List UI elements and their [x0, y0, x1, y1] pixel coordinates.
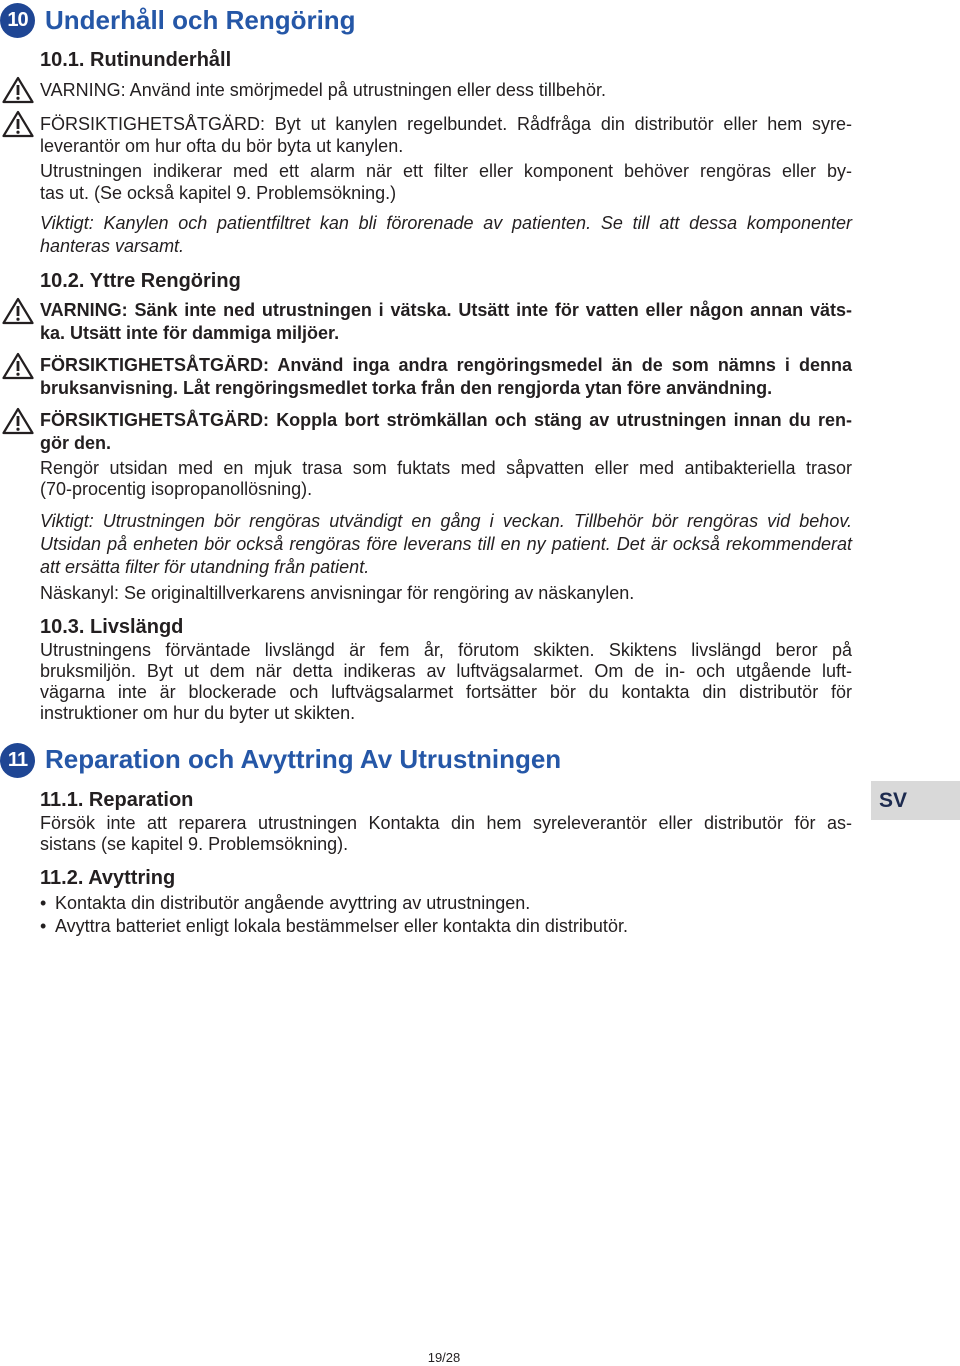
chapter-title: Reparation och Avyttring Av Utrustningen — [45, 744, 562, 774]
section-heading: 10.2. Yttre Rengöring — [40, 270, 241, 292]
caution-notice — [40, 113, 852, 157]
bullet-icon: • — [40, 916, 47, 936]
section-heading: 11.1. Reparation — [40, 789, 194, 811]
repair-paragraph — [40, 813, 852, 855]
warning-notice — [40, 79, 852, 101]
list-item — [40, 892, 852, 915]
text-line: Viktigt: Kanylen och patientfiltret kan bli förorenade av patienten. Se till att dessa komponenter — [40, 213, 852, 233]
chapter-title: Underhåll och Rengöring — [45, 5, 356, 35]
text-line: tas ut. (Se också kapitel 9. Problemsökning.) — [40, 183, 397, 203]
page-number: 19/28 — [427, 1350, 461, 1365]
text-line: (70-procentig isopropanollösning). — [40, 479, 313, 499]
text-line: Rengör utsidan med en mjuk trasa som fuktats med såpvatten eller med antibakteriella trasor — [40, 458, 852, 478]
text-line: Utrustningens förväntade livslängd är fem år, förutom skikten. Skiktens livslängd beror på — [40, 640, 852, 660]
text-line: bruksanvisning. Låt rengöringsmedlet torka från den rengjorda ytan före användning. — [40, 378, 773, 398]
text-line: VARNING: Använd inte smörjmedel på utrustningen eller dess tillbehör. — [40, 80, 606, 100]
language-tab — [871, 781, 960, 820]
text-line: Försök inte att reparera utrustningen Kontakta din hem syreleverantör eller distributör för as- — [40, 813, 852, 833]
language-code: SV — [879, 789, 908, 812]
text-line: hanteras varsamt. — [40, 236, 185, 256]
text-line: Utsidan på enheten bör också rengöras före leverans till en ny patient. Det är också rekommenderat — [40, 534, 852, 554]
warning-triangle-icon — [2, 352, 34, 380]
text-line: FÖRSIKTIGHETSÅTGÄRD: Använd inga andra rengöringsmedel än de som nämns i denna — [40, 355, 852, 375]
caution-notice — [40, 354, 852, 400]
text-line: gör den. — [40, 433, 111, 453]
caution-notice — [40, 409, 852, 455]
warning-triangle-icon — [2, 110, 34, 138]
warning-notice — [40, 299, 852, 345]
text-line: Näskanyl: Se originaltillverkarens anvisningar för rengöring av näskanylen. — [40, 583, 635, 603]
chapter-number-badge: 11 — [0, 743, 35, 778]
text-line: instruktioner om hur du byter ut skikten. — [40, 703, 356, 723]
chapter-number-badge: 10 — [0, 3, 35, 38]
section-heading: 10.1. Rutinunderhåll — [40, 49, 232, 71]
warning-triangle-icon — [2, 76, 34, 104]
warning-triangle-icon — [2, 407, 34, 435]
list-item — [40, 915, 852, 938]
important-note — [40, 212, 852, 258]
text-line: leverantör om hur ofta du bör byta ut kanylen. — [40, 136, 404, 156]
lifetime-paragraph — [40, 640, 852, 724]
list-item-text: Kontakta din distributör angående avyttring av utrustningen. — [55, 893, 531, 913]
cleaning-instructions — [40, 458, 852, 500]
nasal-cannula-note — [40, 582, 852, 604]
list-item-text: Avyttra batteriet enligt lokala bestämmelser eller kontakta din distributör. — [55, 916, 628, 936]
text-line: Viktigt: Utrustningen bör rengöras utvändigt en gång i veckan. Tillbehör bör rengöras vid behov. — [40, 511, 852, 531]
important-note — [40, 510, 852, 579]
alarm-info-paragraph — [40, 160, 852, 204]
text-line: FÖRSIKTIGHETSÅTGÄRD: Koppla bort strömkällan och stäng av utrustningen innan du ren- — [40, 410, 852, 430]
warning-triangle-icon — [2, 297, 34, 325]
text-line: VARNING: Sänk inte ned utrustningen i vätska. Utsätt inte för vatten eller någon annan väts- — [40, 300, 852, 320]
text-line: bruksmiljön. Byt ut dem när detta indikeras av luftvägsalarmet. Om de in- och utgående luft- — [40, 661, 852, 681]
text-line: vägarna inte är blockerade och luftvägsalarmet fortsätter bör du kontakta din distributör för — [40, 682, 852, 702]
text-line: Utrustningen indikerar med ett alarm när ett filter eller komponent behöver rengöras eller by- — [40, 161, 852, 181]
text-line: FÖRSIKTIGHETSÅTGÄRD: Byt ut kanylen regelbundet. Rådfråga din distributör eller hem syre- — [40, 114, 852, 134]
text-line: ka. Utsätt inte för dammiga miljöer. — [40, 323, 340, 343]
section-heading: 10.3. Livslängd — [40, 616, 184, 638]
text-line: att ersätta filter för utandning från patient. — [40, 557, 370, 577]
bullet-icon: • — [40, 893, 47, 913]
text-line: sistans (se kapitel 9. Problemsökning). — [40, 834, 349, 854]
section-heading: 11.2. Avyttring — [40, 867, 176, 889]
